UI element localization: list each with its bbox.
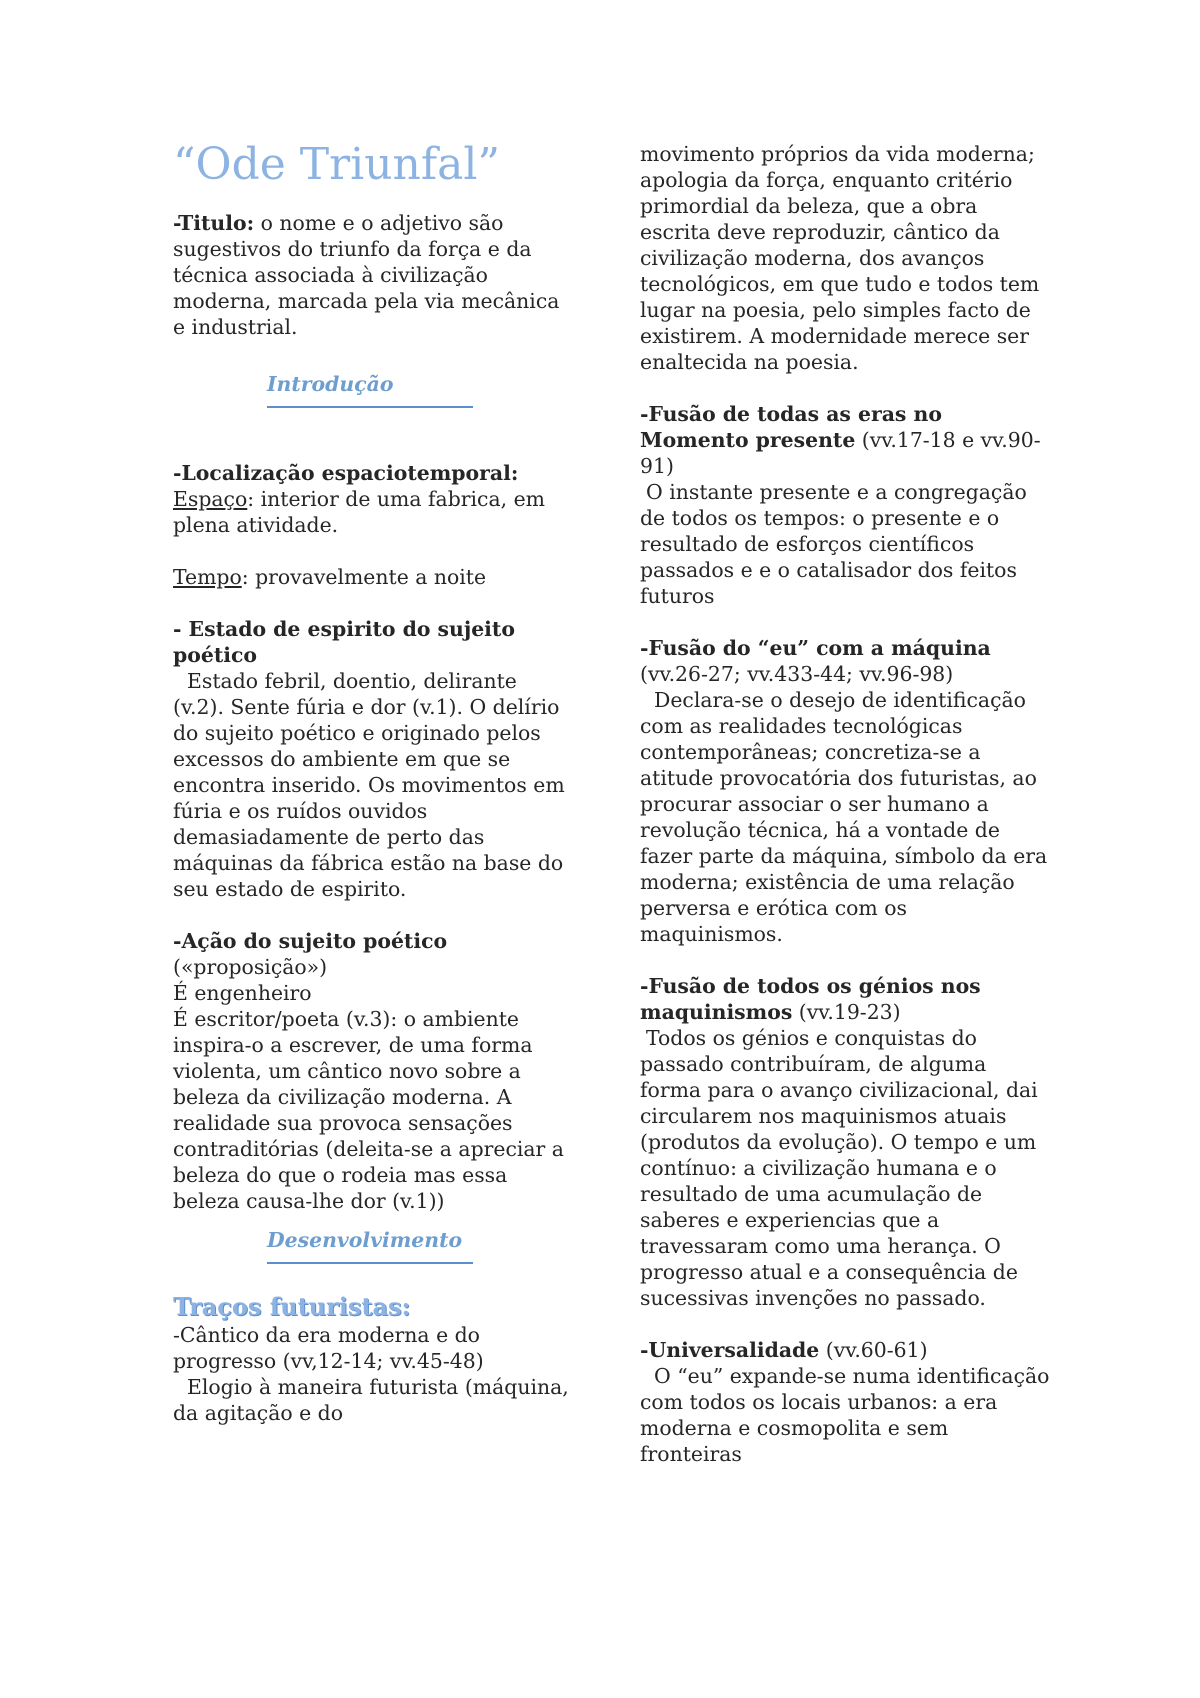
titulo-heading: -Titulo:	[173, 211, 255, 235]
acao-line1: É engenheiro	[173, 981, 312, 1005]
localizacao-heading: -Localização espaciotemporal:	[173, 461, 519, 485]
localizacao-paragraph	[173, 460, 573, 538]
acao-sub: («proposição»)	[173, 955, 328, 979]
fusao-genios-paragraph	[640, 973, 1050, 1025]
universalidade-heading: -Universalidade	[640, 1338, 820, 1362]
right-column	[640, 141, 1050, 1467]
acao-heading: -Ação do sujeito poético	[173, 929, 448, 953]
page-title: “Ode Triunfal”	[173, 139, 500, 190]
titulo-text: o nome e o adjetivo são sugestivos do triunfo da força e da técnica associada à civilização moderna, marcada pela via mecânica e industrial.	[173, 211, 560, 339]
universalidade-ref: (vv.60-61)	[819, 1338, 928, 1362]
estado-text: Estado febril, doentio, delirante (v.2). Sente fúria e dor (v.1). O delírio do sujeito poético e originado pelos excessos do ambiente em que se encontra inserido. Os movimentos em fúria e os ruídos ouvidos demasiadamente de perto das máquinas da fábrica estão na base do seu estado de espirito.	[173, 669, 565, 901]
titulo-paragraph	[173, 210, 573, 340]
universalidade-paragraph	[640, 1337, 1050, 1363]
fusao-eu-heading: -Fusão do “eu” com a máquina	[640, 636, 991, 660]
fusao-genios-ref: (vv.19-23)	[792, 1000, 901, 1024]
desenvolvimento-heading	[267, 1224, 473, 1264]
fusao-eras-paragraph	[640, 401, 1050, 479]
espaco-text: : interior de uma fabrica, em plena atividade.	[173, 487, 545, 537]
fusao-eras-text: O instante presente e a congregação de todos os tempos: o presente e o resultado de esforços científicos passados e e o catalisador dos feitos futuros	[640, 480, 1027, 608]
tracos-heading: Traços futuristas:	[173, 1292, 411, 1321]
introducao-heading: Introdução	[267, 368, 473, 408]
fusao-genios-text: Todos os génios e conquistas do passado contribuíram, de alguma forma para o avanço civilizacional, dai circularem nos maquinismos atuais (produtos da evolução). O tempo e um contínuo: a civilização humana e o resultado de uma acumulação de saberes e experiencias que a travessaram como uma herança. O progresso atual e a consequência de sucessivas invenções no passado.	[640, 1026, 1038, 1310]
fusao-eras-heading: -Fusão de todas as eras no Momento presente	[640, 402, 942, 452]
tempo-label: Tempo	[173, 565, 242, 589]
estado-heading: - Estado de espirito do sujeito poético	[173, 617, 515, 667]
desenvolvimento-label: Desenvolvimento	[267, 1228, 463, 1252]
espaco-label: Espaço	[173, 487, 248, 511]
tracos-text: Elogio à maneira futurista (máquina, da agitação e do	[173, 1375, 569, 1425]
fusao-eu-ref: (vv.26-27; vv.433-44; vv.96-98)	[640, 662, 954, 686]
universalidade-text: O “eu” expande-se numa identificação com todos os locais urbanos: a era moderna e cosmopolita e sem fronteiras	[640, 1364, 1050, 1466]
fusao-eu-text: Declara-se o desejo de identificação com as realidades tecnológicas contemporâneas; concretiza-se a atitude provocatória dos futuristas, ao procurar associar o ser humano a revolução técnica, há a vontade de fazer parte da máquina, símbolo da era moderna; existência de uma relação perversa e erótica com os maquinismos.	[640, 688, 1048, 946]
acao-text: É escritor/poeta (v.3): o ambiente inspira-o a escrever, de uma forma violenta, um cântico novo sobre a beleza da civilização moderna. A realidade sua provoca sensações contraditórias (deleita-se a apreciar a beleza do que o rodeia mas essa beleza causa-lhe dor (v.1))	[173, 1007, 564, 1213]
tracos-line1: -Cântico da era moderna e do progresso (vv,12-14; vv.45-48)	[173, 1323, 484, 1373]
left-column	[173, 138, 573, 1426]
continuation-text: movimento próprios da vida moderna; apologia da força, enquanto critério primordial da beleza, que a obra escrita deve reproduzir, cântico da civilização moderna, dos avanços tecnológicos, em que tudo e todos tem lugar na poesia, pelo simples facto de existirem. A modernidade merece ser enaltecida na poesia.	[640, 142, 1040, 374]
tempo-paragraph	[173, 564, 573, 590]
fusao-genios-heading: -Fusão de todos os génios nos maquinismos	[640, 974, 981, 1024]
tempo-text: : provavelmente a noite	[241, 565, 487, 589]
fusao-eras-ref: (vv.17-18 e vv.90-91)	[640, 428, 1041, 478]
